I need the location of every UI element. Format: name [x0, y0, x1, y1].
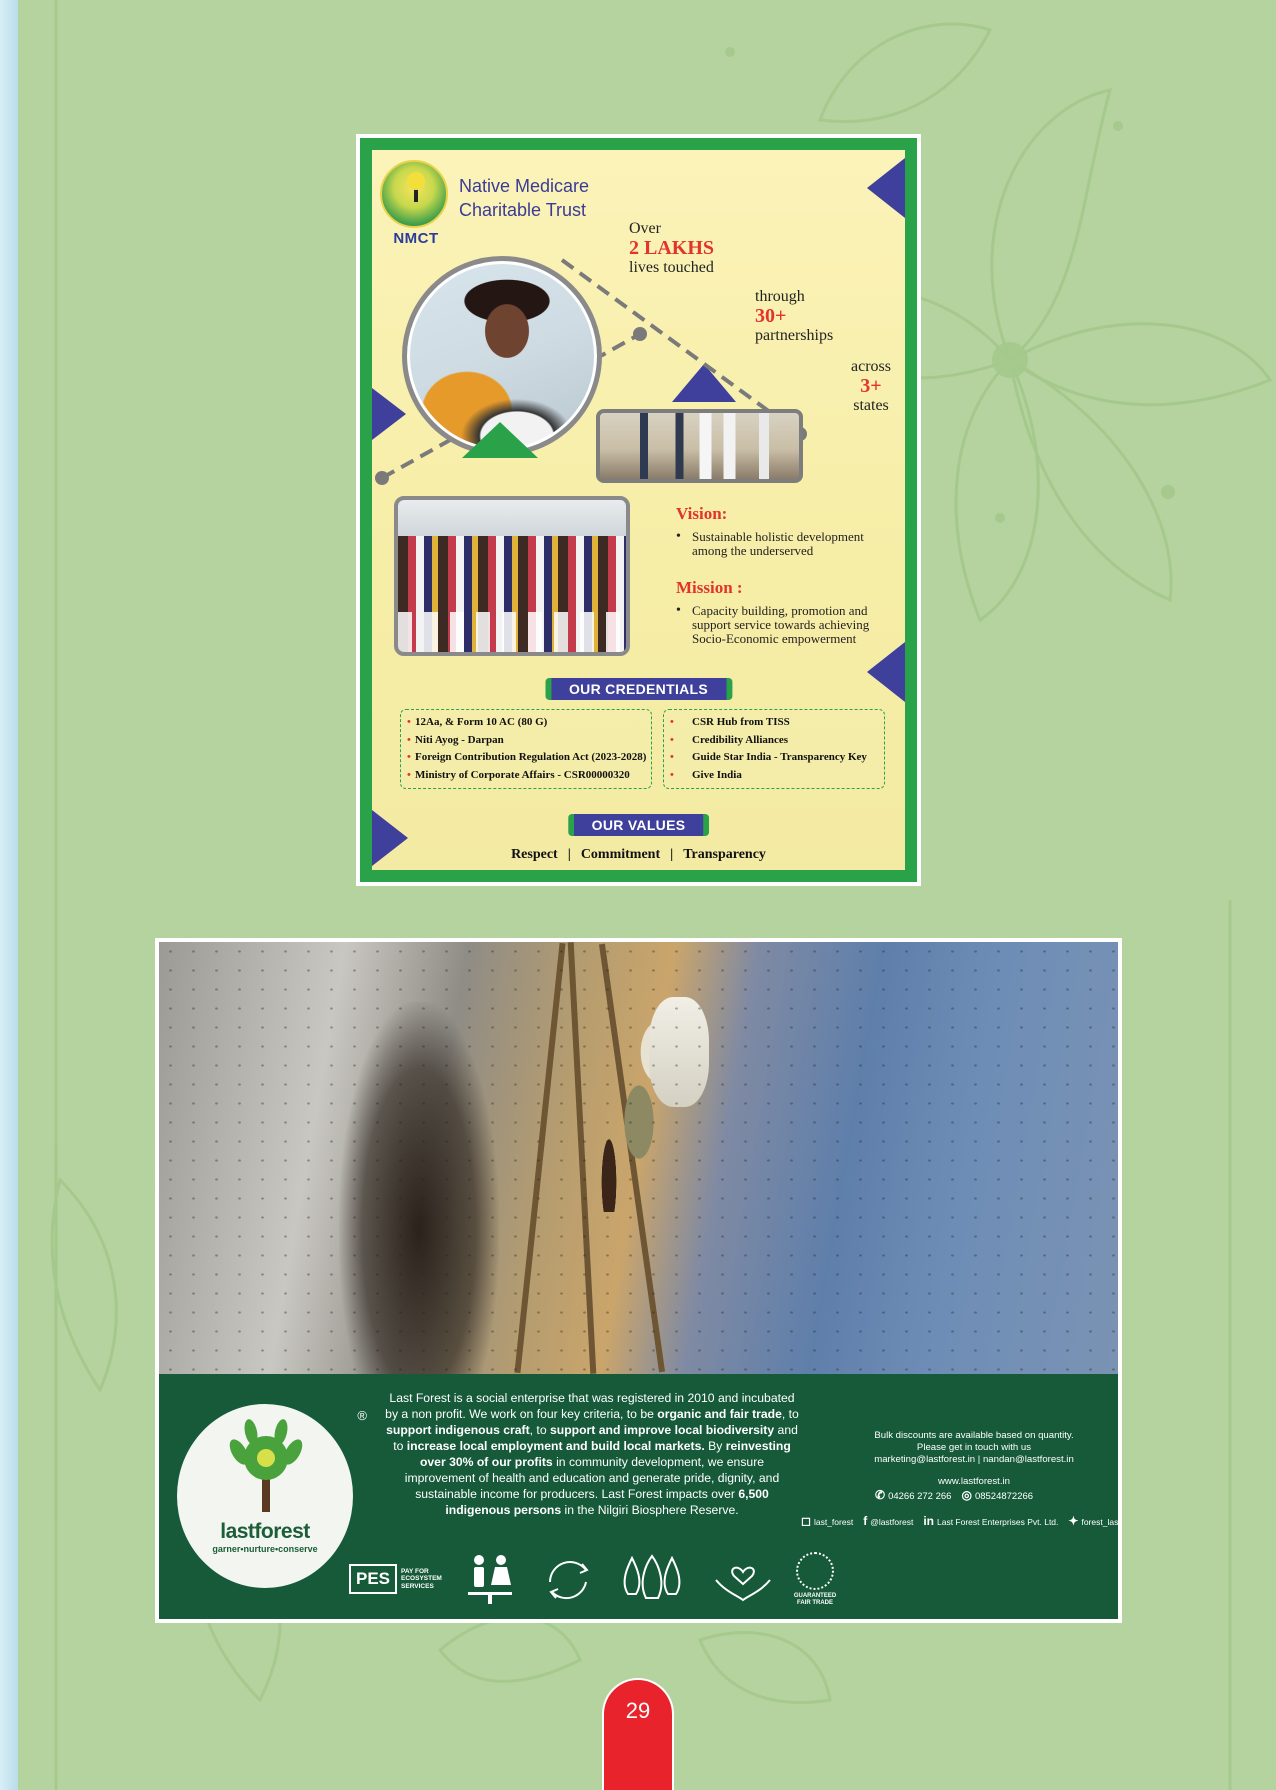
email-nandan[interactable]: nandan@lastforest.in [982, 1454, 1074, 1465]
email-line [849, 1454, 1099, 1466]
instagram-handle: last_forest [813, 1517, 854, 1527]
phone-number: 04266 272 266 [888, 1491, 952, 1502]
values-line [372, 847, 905, 863]
mission-heading: Mission : [676, 578, 743, 597]
last-forest-description [385, 1390, 799, 1518]
twitter-handle: forest_last [1081, 1517, 1121, 1527]
last-forest-logo [177, 1404, 367, 1588]
credential-item: • Credibility Alliances [670, 732, 878, 750]
website-link[interactable]: www.lastforest.in [938, 1476, 1010, 1487]
hand-tree-icon [221, 1418, 311, 1518]
contact-block [849, 1430, 1099, 1488]
stat-value: 30+ [755, 305, 787, 327]
vision-item: • Sustainable holistic development among the underserved [676, 530, 896, 558]
ad-info-panel [159, 1374, 1121, 1619]
stat-post: partnerships [755, 327, 834, 344]
linkedin-link[interactable] [923, 1514, 1058, 1528]
stat-lives-touched [629, 220, 714, 276]
page-number-tab [602, 1678, 674, 1790]
page-number: 29 [625, 1698, 651, 1723]
social-links [801, 1514, 1121, 1528]
stat-pre: Over [629, 220, 661, 237]
value-separator: | [670, 847, 674, 862]
green-triangle-decoration [462, 422, 538, 458]
stat-post: lives touched [629, 259, 714, 276]
desc-part: , to [781, 1407, 799, 1421]
credentials-banner: OUR CREDENTIALS [545, 678, 732, 700]
pes-text-line: PAY FOR [401, 1567, 429, 1575]
value-separator: | [567, 847, 571, 862]
nmct-abbreviation: NMCT [393, 230, 439, 247]
stat-value: 2 LAKHS [629, 237, 715, 259]
credentials-list-right [663, 709, 885, 789]
recycle-leaf-icon [538, 1552, 598, 1606]
stat-pre: across [851, 358, 891, 375]
nmct-logo-emblem [380, 160, 448, 228]
fair-trade-text: GUARANTEED [793, 1592, 837, 1599]
value-respect: Respect [511, 847, 558, 862]
credential-item: • Foreign Contribution Regulation Act (2023-2028) [407, 749, 645, 767]
pes-text-line: SERVICES [401, 1582, 434, 1590]
credentials-list-left [400, 709, 652, 789]
desc-part: Last Forest is a social enterprise that was registered in 2010 and incubated by a non profit. We work on four key criteria, to be [385, 1391, 795, 1421]
vision-section [676, 504, 896, 558]
desc-part: increase local employment and build local markets. [406, 1439, 705, 1453]
nmct-poster [356, 134, 921, 886]
org-name-line-2: Charitable Trust [459, 200, 587, 220]
desc-part: support and improve local biodiversity [549, 1423, 775, 1437]
stat-value: 3+ [860, 375, 882, 397]
pes-text-line: ECOSYSTEM [401, 1575, 442, 1583]
whatsapp-icon: ◎ [961, 1488, 972, 1502]
org-name [459, 174, 589, 222]
fair-trade-seal [794, 1552, 836, 1607]
value-icons-row [349, 1552, 846, 1606]
tree-icon [406, 172, 426, 202]
desc-part: in community development, we ensure improvement of health and education and generate pride, dignity, and sustainable income for producers. Last Forest impacts over [404, 1455, 780, 1501]
linkedin-handle: Last Forest Enterprises Pvt. Ltd. [936, 1517, 1059, 1527]
photo-bees [159, 942, 1118, 1374]
stat-post: states [853, 397, 889, 414]
values-banner: OUR VALUES [568, 814, 710, 836]
facebook-icon: f [863, 1514, 868, 1528]
credential-item: • CSR Hub from TISS [670, 714, 878, 732]
stat-pre: through [755, 288, 805, 305]
value-commitment: Commitment [580, 847, 661, 862]
last-forest-name: lastforest [220, 1520, 310, 1543]
mission-item: • Capacity building, promotion and support service towards achieving Socio-Economic empowerment [676, 604, 896, 646]
group-certificate-photo [394, 496, 630, 656]
facebook-handle: @lastforest [870, 1517, 914, 1527]
credential-item: • Give India [670, 767, 878, 785]
pes-icon [349, 1552, 442, 1606]
fair-trade-seal-icon [796, 1552, 834, 1590]
linkedin-icon: in [923, 1514, 934, 1528]
last-forest-ad [155, 938, 1122, 1623]
pes-text [401, 1568, 442, 1591]
desc-part: reinvesting over 30% of our profits [419, 1439, 791, 1469]
last-forest-tagline: garner•nurture•conserve [212, 1544, 318, 1554]
email-marketing[interactable]: marketing@lastforest.in [874, 1454, 976, 1465]
poster-green-frame [360, 138, 917, 882]
fair-trade-text: FAIR TRADE [797, 1599, 834, 1606]
phone-line [875, 1488, 1033, 1502]
desc-part: support indigenous craft [386, 1423, 530, 1437]
honey-hunter-photo [159, 942, 1118, 1374]
desc-part: 6,500 indigenous persons [445, 1487, 769, 1517]
value-transparency: Transparency [683, 847, 766, 862]
mission-section [676, 578, 896, 646]
registered-mark: ® [357, 1408, 367, 1423]
instagram-icon: ◻ [801, 1514, 811, 1528]
caring-hands-heart-icon [712, 1552, 774, 1606]
org-name-line-1: Native Medicare [459, 176, 590, 196]
fair-trade-badge [794, 1552, 846, 1606]
bulk-discount-text: Bulk discounts are available based on quantity. [874, 1430, 1074, 1441]
whatsapp-item[interactable] [961, 1488, 1033, 1502]
desc-part: By [704, 1439, 726, 1453]
pes-label: PES [349, 1564, 397, 1594]
desc-part: in the Nilgiri Biosphere Reserve. [561, 1503, 739, 1517]
credential-item: • Niti Ayog - Darpan [407, 732, 645, 750]
gender-equality-icon [462, 1552, 518, 1606]
whatsapp-number: 08524872266 [974, 1491, 1034, 1502]
twitter-link[interactable] [1068, 1514, 1120, 1528]
desc-part: , to [529, 1423, 550, 1437]
facebook-link[interactable] [863, 1514, 913, 1528]
credential-item: • Guide Star India - Transparency Key [670, 749, 878, 767]
phone-icon: ✆ [875, 1488, 886, 1502]
get-in-touch-text: Please get in touch with us [916, 1442, 1032, 1453]
meeting-photo [596, 409, 803, 483]
forest-trees-icon [618, 1552, 692, 1606]
vision-heading: Vision: [676, 504, 728, 523]
stat-partnerships [755, 288, 833, 344]
nmct-logo [380, 160, 452, 247]
twitter-icon: ✦ [1068, 1514, 1079, 1528]
credential-item: • Ministry of Corporate Affairs - CSR00000320 [407, 767, 645, 785]
phone-item[interactable] [875, 1488, 951, 1502]
desc-part: organic and fair trade [657, 1407, 782, 1421]
desc-part: and to [393, 1423, 798, 1453]
stat-states [851, 358, 891, 414]
email-separator: | [977, 1454, 981, 1465]
instagram-link[interactable] [801, 1514, 853, 1528]
poster-panel [372, 150, 905, 870]
credential-item: • 12Aa, & Form 10 AC (80 G) [407, 714, 645, 732]
